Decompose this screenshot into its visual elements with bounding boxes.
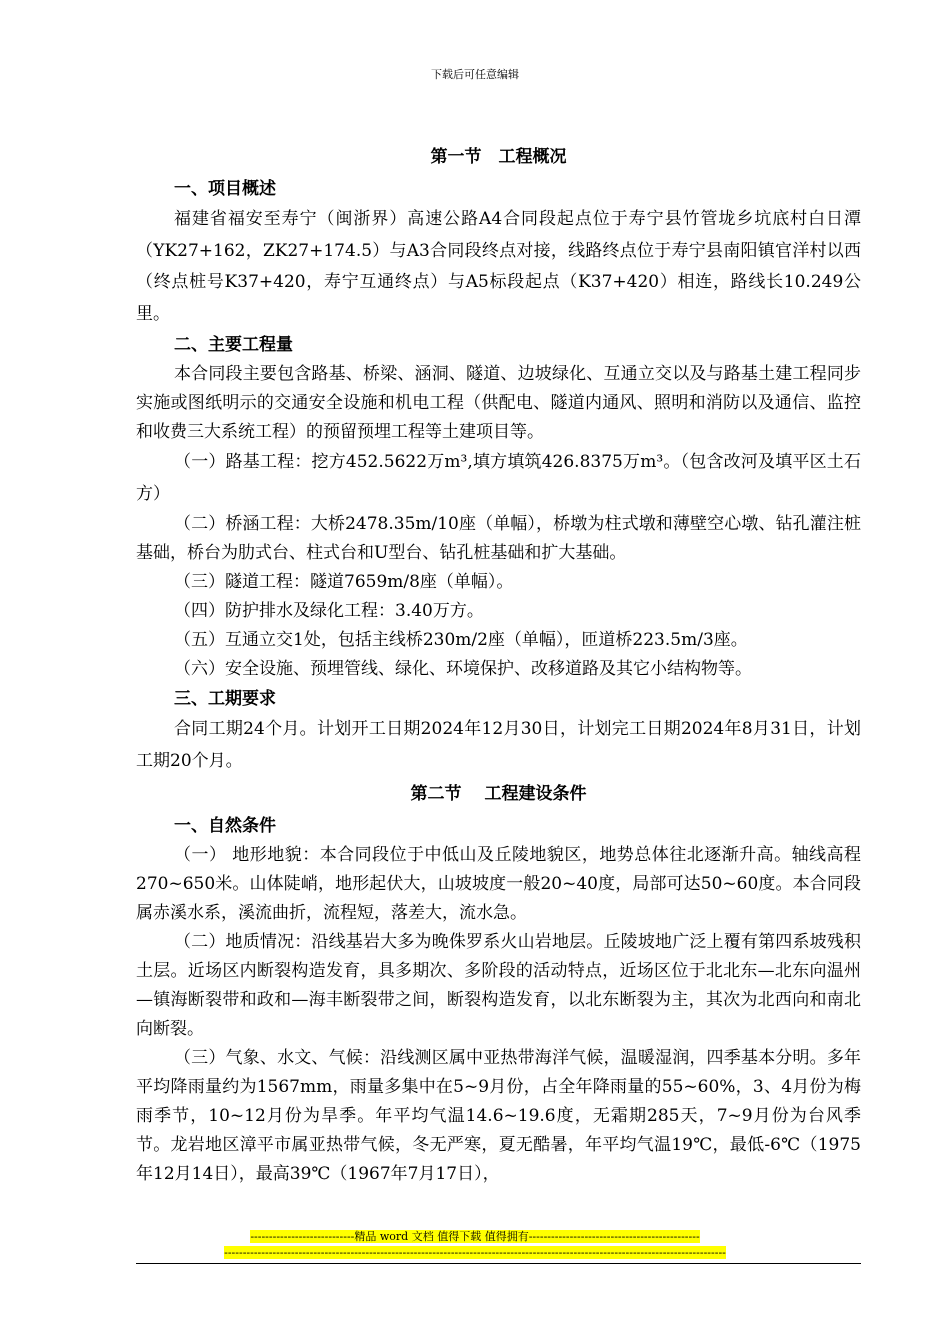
paragraph-quantity: 本合同段主要包含路基、桥梁、涵洞、隧道、边坡绿化、互通立交以及与路基土建工程同步实施或图纸明示的交通安全设施和机电工程（供配电、隧道内通风、照明和消防以及通信、监控和收费三大系统工程）的预留预埋工程等土建项目等。: [136, 364, 861, 442]
quantity-item: （二）桥涵工程：大桥2478.35m/10座（单幅），桥墩为柱式墩和薄壁空心墩、钻孔灌注桩基础，桥台为肋式台、柱式台和U型台、钻孔桩基础和扩大基础。: [136, 514, 861, 563]
paragraph-overview: 福建省福安至寿宁（闽浙界）高速公路A4合同段起点位于寿宁县竹管垅乡坑底村白日潭（YK27+162，ZK27+174.5）与A3合同段终点对接，线路终点位于寿宁县南阳镇官洋村以西（终点桩号K37+420，寿宁互通终点）与A5标段起点（K37+420）相连，路线长10.249公里。: [136, 209, 861, 324]
footer-rule: [136, 1263, 861, 1264]
heading-schedule: 三、工期要求: [174, 689, 276, 709]
section1-title: 第一节 工程概况: [430, 147, 567, 167]
quantity-item: （一）路基工程：挖方452.5622万m³,填方填筑426.8375万m³。（包含改河及填平区土石方）: [136, 452, 861, 504]
paragraph-geology: （二）地质情况：沿线基岩大多为晚侏罗系火山岩地层。丘陵坡地广泛上覆有第四系坡残积土层。近场区内断裂构造发育，具多期次、多阶段的活动特点，近场区位于北北东—北东向温州—镇海断裂带和政和—海丰断裂带之间，断裂构造发育，以北东断裂为主，其次为北西向和南北向断裂。: [136, 932, 861, 1039]
document-body: [136, 140, 861, 1189]
paragraph-terrain: （一） 地形地貌：本合同段位于中低山及丘陵地貌区，地势总体往北逐渐升高。轴线高程270~650米。山体陡峭，地形起伏大，山坡坡度一般20~40度，局部可达50~60度。本合同段属赤溪水系，溪流曲折，流程短，落差大，流水急。: [136, 845, 861, 923]
footer-line-1: [0, 1230, 950, 1243]
paragraph-climate: （三）气象、水文、气候：沿线测区属中亚热带海洋气候，温暖湿润，四季基本分明。多年平均降雨量约为1567mm，雨量多集中在5~9月份，占全年降雨量的55~60%，3、4月份为梅雨季节，10~12月份为旱季。年平均气温14.6~19.6度，无霜期285天，7~9月份为台风季节。龙岩地区漳平市属亚热带气候，冬无严寒，夏无酷暑，年平均气温19℃，最低-6℃（1975年12月14日），最高39℃（1967年7月17日），: [136, 1048, 861, 1184]
quantity-item: （六）安全设施、预埋管线、绿化、环境保护、改移道路及其它小结构物等。: [174, 659, 752, 679]
footer-text-2: ---------------------------------------------------------------------------------------------------------------------------------------: [224, 1246, 726, 1259]
quantity-item: （三）隧道工程：隧道7659m/8座（单幅）。: [174, 572, 514, 592]
quantity-item: （四）防护排水及绿化工程：3.40万方。: [174, 601, 484, 621]
paragraph-schedule: 合同工期24个月。计划开工日期2024年12月30日，计划完工日期2024年8月31日，计划工期20个月。: [136, 719, 861, 771]
section2-title: 第二节 工程建设条件: [410, 784, 587, 804]
heading-natural: 一、自然条件: [174, 816, 276, 836]
quantity-item: （五）互通立交1处，包括主线桥230m/2座（单幅），匝道桥223.5m/3座。: [174, 630, 748, 650]
footer-text-1: ----------------------------精品 word 文档 值得下载 值得拥有----------------------------------------------: [250, 1230, 700, 1243]
heading-overview: 一、项目概述: [174, 179, 276, 199]
header-note: 下载后可任意编辑: [431, 68, 519, 81]
footer-line-2: [0, 1246, 950, 1259]
heading-quantity: 二、主要工程量: [174, 335, 293, 355]
